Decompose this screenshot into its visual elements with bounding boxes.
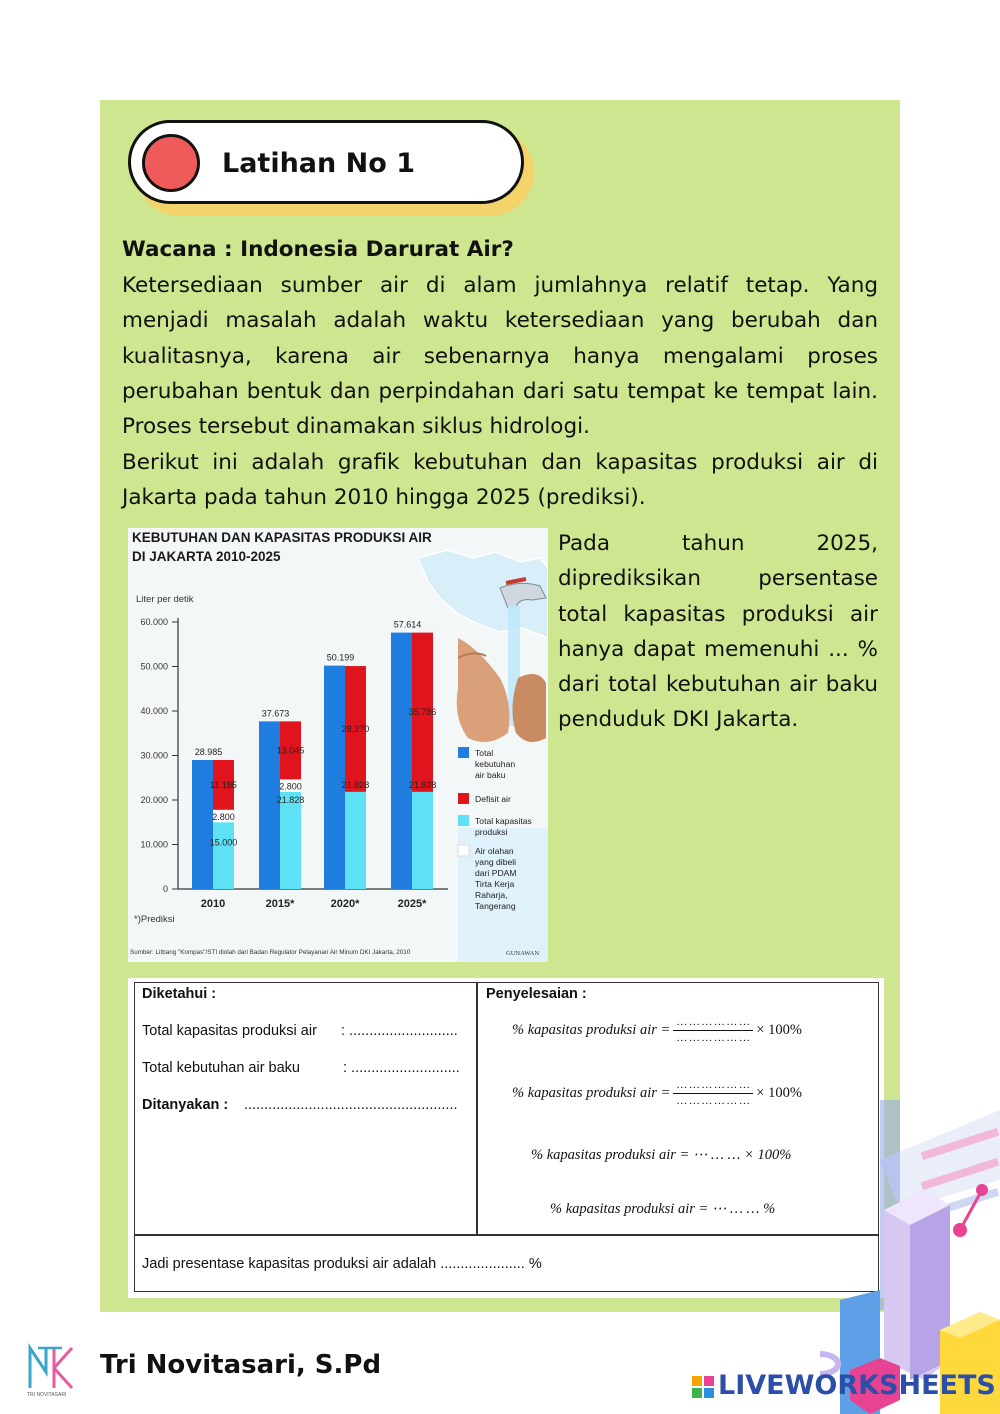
label-purchased: 2.800 (279, 781, 302, 792)
formula-2-fraction (673, 1079, 753, 1108)
liveworksheets-badge-icon (692, 1376, 714, 1398)
label-total-need: 57.614 (393, 619, 422, 630)
bar-capacity (213, 822, 234, 889)
legend-label: air baku (475, 770, 506, 780)
formula-2-numerator[interactable]: … … … … … … (677, 1079, 750, 1091)
formula-1-fraction (673, 1016, 753, 1045)
known-row-1-blank[interactable]: : ........................... (341, 1023, 458, 1039)
logo-text: TRI NOVITASARI (27, 1392, 67, 1398)
label-capacity: 21.828 (276, 794, 305, 805)
formula-3-rhs[interactable]: ⋯ … … × 100% (692, 1147, 792, 1163)
exercise-title: Latihan No 1 (222, 148, 415, 179)
known-row-2-label: Total kebutuhan air baku (142, 1060, 300, 1076)
chart-subtitle: DI JAKARTA 2010-2025 (132, 549, 281, 564)
prediction-note: *)Prediksi (134, 914, 175, 925)
water-chart (128, 528, 548, 962)
formula-1-times: × 100% (756, 1022, 802, 1038)
known-row-1-label: Total kapasitas produksi air (142, 1023, 317, 1039)
legend-label: Raharja, (475, 890, 508, 900)
bar-total-need (324, 666, 345, 889)
liveworksheets-brand: LIVEWORKSHEETS (718, 1370, 996, 1401)
author-name: Tri Novitasari, S.Pd (100, 1350, 382, 1380)
chart-source: Sumber: Litbang "Kompas"/STI diolah dari Badan Regulator Pelayanan Air Minum DKI Jakarta, 2010 (130, 949, 411, 956)
x-tick-label: 2010 (200, 898, 226, 910)
known-label: Diketahui : (142, 986, 217, 1002)
decorative-graphics (820, 1080, 1000, 1414)
formula-2-times: × 100% (756, 1085, 802, 1101)
legend-label: Total (475, 748, 494, 758)
red-dot-icon (142, 134, 200, 192)
y-tick-label: 20.000 (140, 795, 168, 805)
legend-label: Defisit air (475, 794, 511, 804)
y-tick-label: 60.000 (140, 617, 168, 627)
legend-label: dari PDAM (475, 868, 517, 878)
reading-heading: Wacana : Indonesia Darurat Air? (122, 237, 514, 262)
label-deficit: 11.185 (210, 779, 237, 790)
legend-label: yang dibeli (475, 857, 517, 867)
label-total-need: 37.673 (261, 708, 290, 719)
legend-swatch (458, 815, 469, 826)
label-capacity: 15.000 (209, 837, 238, 848)
legend-label: Air olahan (475, 846, 514, 856)
y-tick-label: 30.000 (140, 750, 168, 761)
asked-blank[interactable]: ..................................................... (244, 1097, 458, 1113)
solution-label: Penyelesaian : (486, 986, 587, 1002)
legend-label: Total kapasitas (475, 816, 532, 826)
legend-swatch (458, 793, 469, 804)
bar-capacity (412, 792, 433, 889)
label-capacity: 21.828 (341, 779, 370, 790)
reading-paragraph-2: Berikut ini adalah grafik kebutuhan dan kapasitas produksi air di Jakarta pada tahun 2010 hingga 2025 (prediksi). (122, 450, 878, 511)
bar-capacity (280, 792, 301, 889)
legend-swatch (458, 747, 469, 758)
y-tick-label: 40.000 (140, 706, 168, 716)
y-axis-label: Liter per detik (136, 594, 194, 605)
formula-1 (512, 1016, 802, 1045)
label-purchased: 2.800 (212, 811, 235, 822)
chart-credit: GUNAWAN (506, 950, 540, 957)
chart-title: KEBUTUHAN DAN KAPASITAS PRODUKSI AIR (132, 530, 432, 545)
reading-paragraph-1: Ketersediaan sumber air di alam jumlahnya relatif tetap. Yang menjadi masalah adalah waktu ketersediaan yang berubah dan kualitasnya, karena air sebenarnya hanya mengalami proses perubahan bentuk dan perpindahan dari satu tempat ke tempat lain. Proses tersebut dinamakan siklus hidrologi. (122, 273, 878, 440)
label-capacity: 21.828 (408, 779, 437, 790)
formula-4-rhs[interactable]: ⋯ … … % (711, 1201, 776, 1217)
question-text: Pada tahun 2025, diprediksikan persentase total kapasitas produksi air hanya dapat memenuhi ... % dari total kebutuhan air baku penduduk DKI Jakarta. (558, 531, 878, 733)
legend-label: produksi (475, 827, 508, 837)
formula-2-lhs: % kapasitas produksi air = (512, 1085, 671, 1101)
x-tick-label: 2015* (265, 898, 295, 910)
label-deficit: 13.045 (276, 745, 305, 756)
formula-3-lhs: % kapasitas produksi air = (531, 1147, 690, 1163)
formula-2 (512, 1079, 802, 1108)
worksheet-column-divider (476, 983, 478, 1235)
formula-4 (550, 1201, 775, 1218)
formula-3 (531, 1147, 791, 1164)
author-logo-icon (24, 1342, 76, 1398)
known-row-2-blank[interactable]: : ........................... (343, 1060, 460, 1076)
y-tick-label: 50.000 (140, 661, 168, 672)
legend-label: kebutuhan (475, 759, 516, 769)
label-total-need: 28.985 (194, 747, 223, 758)
legend-label: Tangerang (475, 901, 516, 911)
bar-capacity (345, 792, 366, 889)
legend-swatch (458, 845, 469, 856)
asked-label: Ditanyakan : (142, 1097, 229, 1113)
formula-1-denominator[interactable]: … … … … … … (677, 1032, 750, 1044)
bar-total-need (391, 633, 412, 889)
formula-2-denominator[interactable]: … … … … … … (677, 1095, 750, 1107)
chart-svg (128, 528, 548, 962)
worksheet-row-divider (135, 1234, 878, 1236)
formula-1-lhs: % kapasitas produksi air = (512, 1022, 671, 1038)
label-deficit: 28.270 (341, 723, 370, 734)
x-tick-label: 2020* (330, 898, 360, 910)
y-tick-label: 10.000 (140, 839, 168, 850)
formula-1-numerator[interactable]: … … … … … … (677, 1016, 750, 1028)
formula-4-lhs: % kapasitas produksi air = (550, 1201, 709, 1217)
label-total-need: 50.199 (326, 652, 355, 663)
y-tick-label: 0 (162, 884, 168, 894)
x-tick-label: 2025* (397, 898, 427, 910)
conclusion-text[interactable]: Jadi presentase kapasitas produksi air adalah ..................... % (142, 1256, 542, 1272)
legend-label: Tirta Kerja (475, 879, 515, 889)
label-deficit: 35.786 (408, 707, 437, 718)
